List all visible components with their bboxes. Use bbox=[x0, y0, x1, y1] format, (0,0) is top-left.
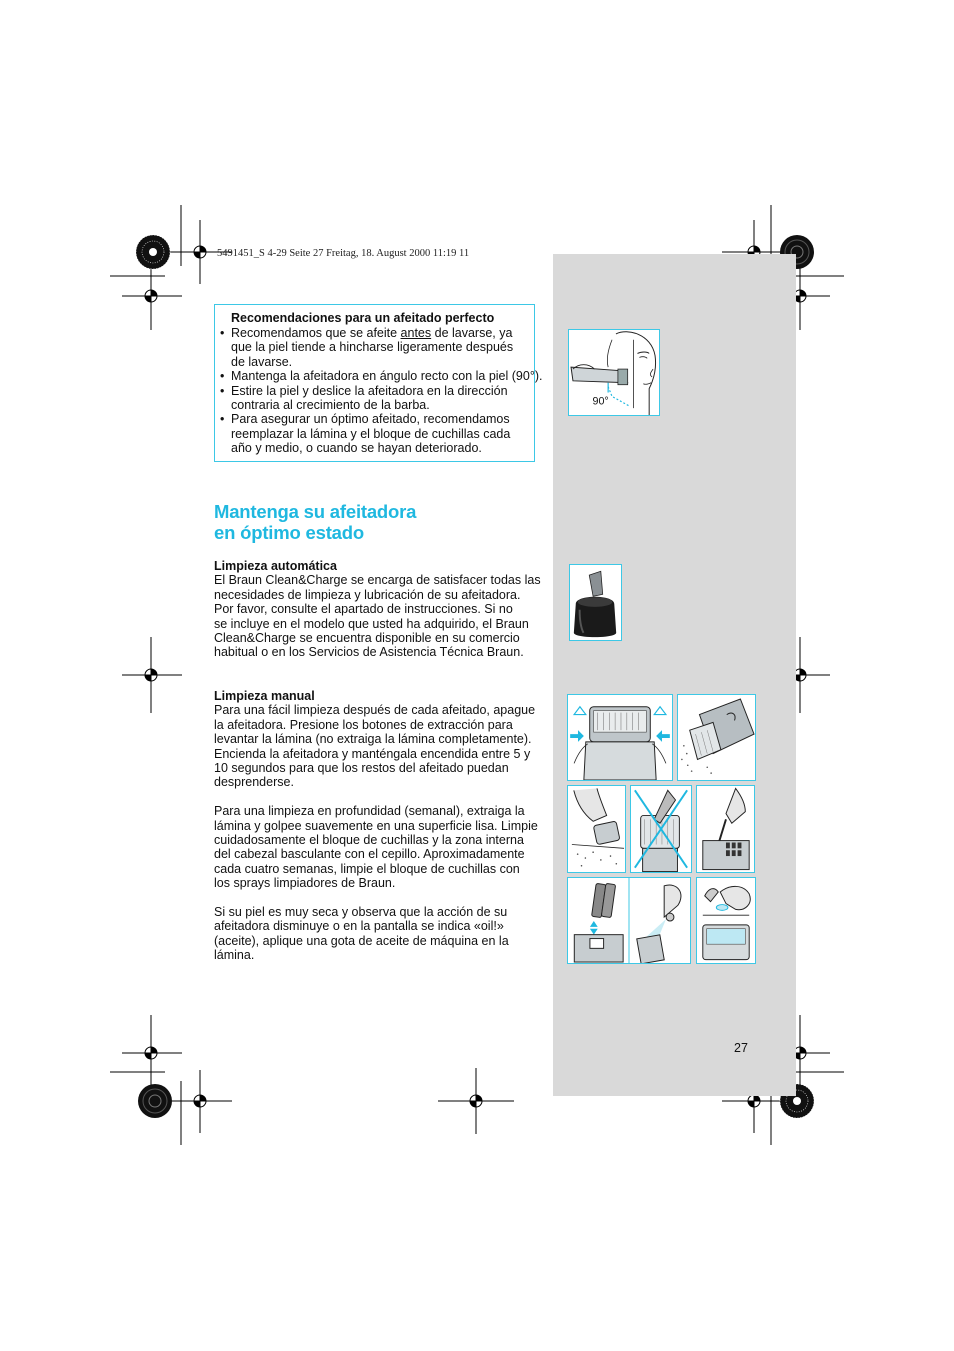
shaver-running-illustration bbox=[677, 694, 756, 781]
list-item: • Mantenga la afeitadora en ángulo recto con la piel (90°). bbox=[220, 369, 543, 384]
print-header: 5491451_S 4-29 Seite 27 Freitag, 18. August 2000 11:19 11 bbox=[217, 248, 470, 259]
manual-cleaning-heading: Limpieza manual bbox=[214, 689, 315, 703]
list-item: • Para asegurar un óptimo afeitado, recomendamos reemplazar la lámina y el bloque de cuchillas cada año y medio, o cuando se hayan deteriorado. bbox=[220, 412, 511, 456]
spray-cleaner-illustration bbox=[567, 877, 691, 964]
no-brush-foil-illustration bbox=[630, 785, 692, 873]
auto-cleaning-section: Limpieza automática El Braun Clean&Charge se encarga de satisfacer todas las necesidades de limpieza y lubricación de su afeitadora. Por favor, consulte el apartado de instrucciones. Si no se incluye en el modelo que usted ha adquirido, el Braun Clean&Charge se encuentra disponible en su comercio habitual o en los Servicios de Asistencia Técnica Braun. bbox=[214, 559, 544, 660]
page-number: 27 bbox=[734, 1041, 748, 1055]
clean-charge-illustration bbox=[569, 564, 622, 641]
manual-cleaning-paragraph-3: Si su piel es muy seca y observa que la acción de su afeitadora disminuye o en la pantalla se indica «oil!» (aceite), aplique una gota de aceite de máquina en la lámina. bbox=[214, 905, 509, 963]
manual-cleaning-section bbox=[214, 689, 544, 963]
auto-cleaning-heading: Limpieza automática bbox=[214, 559, 337, 573]
angle-label: 90° bbox=[592, 395, 609, 408]
recommendations-title: Recomendaciones para un afeitado perfecto bbox=[231, 311, 495, 325]
oil-drop-illustration bbox=[696, 877, 756, 964]
brush-cutter-illustration bbox=[696, 785, 755, 873]
section-title: Mantenga su afeitadora en óptimo estado bbox=[214, 501, 417, 543]
manual-cleaning-paragraph-1: Para una fácil limpieza después de cada afeitado, apague la afeitadora. Presione los botones de extracción para levantar la lámina (no extraiga la lámina completamente). Encienda la afeitadora y manténgala encendida entre 5 y 10 segundos para que los restos del afeitado puedan desprenderse. bbox=[214, 703, 536, 790]
foil-release-illustration bbox=[567, 694, 673, 781]
recommendations-box bbox=[214, 304, 543, 462]
list-item: • Estire la piel y deslice la afeitadora en la dirección contraria al crecimiento de la barba. bbox=[220, 383, 508, 413]
underlined-word: antes bbox=[400, 326, 432, 340]
recommendations-list bbox=[219, 326, 543, 456]
list-item: • Recomendamos que se afeite antes de lavarse, ya que la piel tiende a hincharse ligeramente después de lavarse. bbox=[220, 326, 514, 369]
tap-foil-illustration bbox=[567, 785, 626, 873]
manual-cleaning-paragraph-2: Para una limpieza en profundidad (semanal), extraiga la lámina y golpee suavemente en una superficie lisa. Limpie cuidadosamente el bloque de cuchillas y la zona interna del cabezal basculante con el cepillo. Aproximadamente cada cuatro semanas, limpie el bloque de cuchillas con los sprays limpiadores de Braun. bbox=[214, 804, 538, 891]
shaving-angle-illustration bbox=[568, 329, 660, 416]
